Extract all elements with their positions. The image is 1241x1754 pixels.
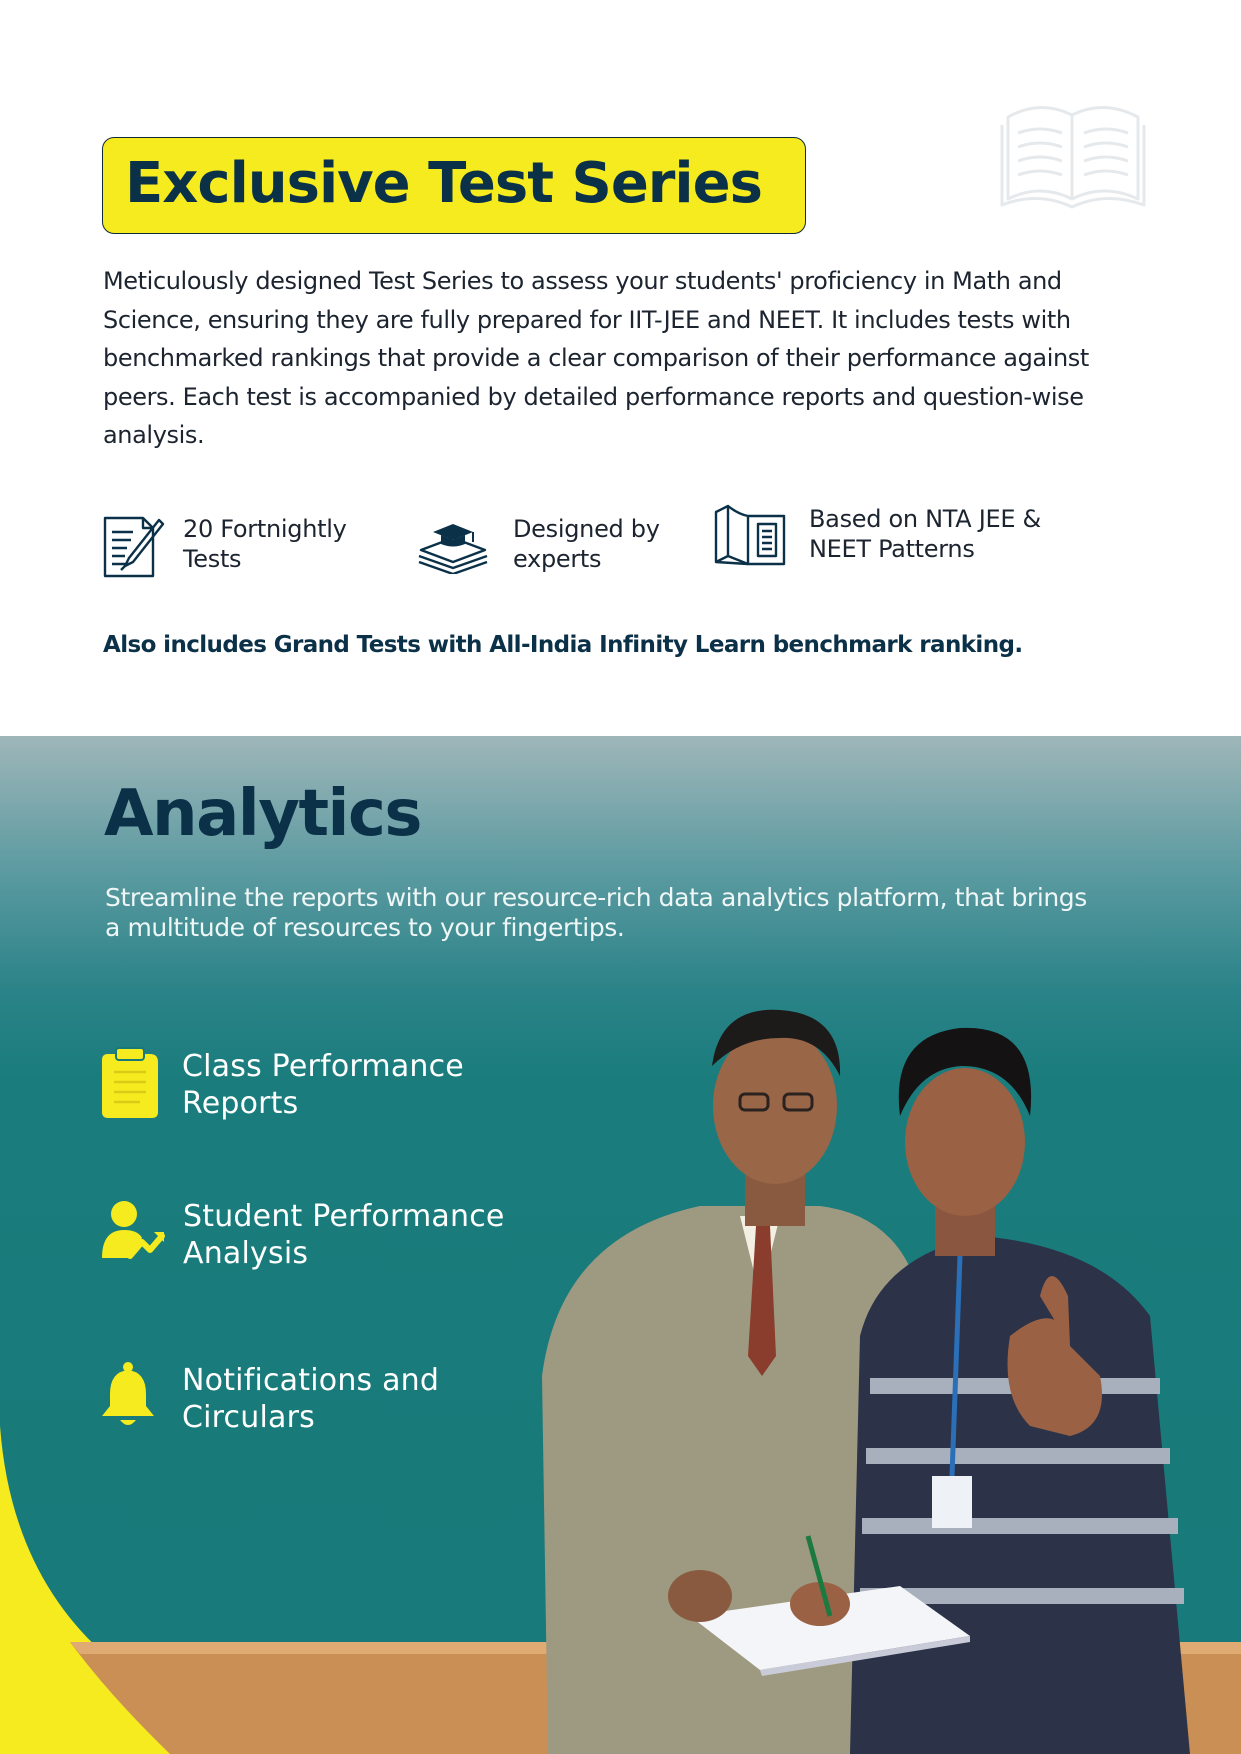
analytics-subtitle: Streamline the reports with our resource-rich data analytics platform, that brings a multitude of resources to your fingertips. [105,883,1087,942]
test-paper-icon [103,514,165,578]
feature-label: Based on NTA JEE & NEET Patterns [809,505,1041,563]
grand-tests-note: Also includes Grand Tests with All-India Infinity Learn benchmark ranking. [103,632,1023,658]
book-watermark-icon [1000,95,1146,209]
test-series-description: Meticulously designed Test Series to assess your students' proficiency in Math and Science, ensuring they are fully prepared for IIT-JEE and NEET. It includes tests with benchmarked rankings that provide a clear comparison of their performance against peers. Each test is accompanied by detailed performance reports and question-wise analysis. [103,267,1089,449]
test-series-title-box [102,137,806,234]
test-series-section [0,0,1241,736]
analytics-section [0,736,1241,1754]
analytics-title: Analytics [104,777,421,851]
feature-designed-by-experts [417,512,687,578]
feature-label: 20 Fortnightly Tests [183,515,347,573]
open-book-icon [714,504,786,566]
feature-label: Designed by experts [513,515,660,573]
analytics-item-label: Class Performance Reports [182,1049,464,1121]
graduation-cap-icon [417,518,489,574]
teacher-student-photo [0,736,1241,1754]
feature-nta-patterns [714,504,1074,570]
analytics-item-label: Student Performance Analysis [183,1199,505,1271]
test-series-title: Exclusive Test Series [125,151,762,216]
feature-fortnightly-tests [103,512,383,578]
analytics-item-label: Notifications and Circulars [182,1363,440,1435]
